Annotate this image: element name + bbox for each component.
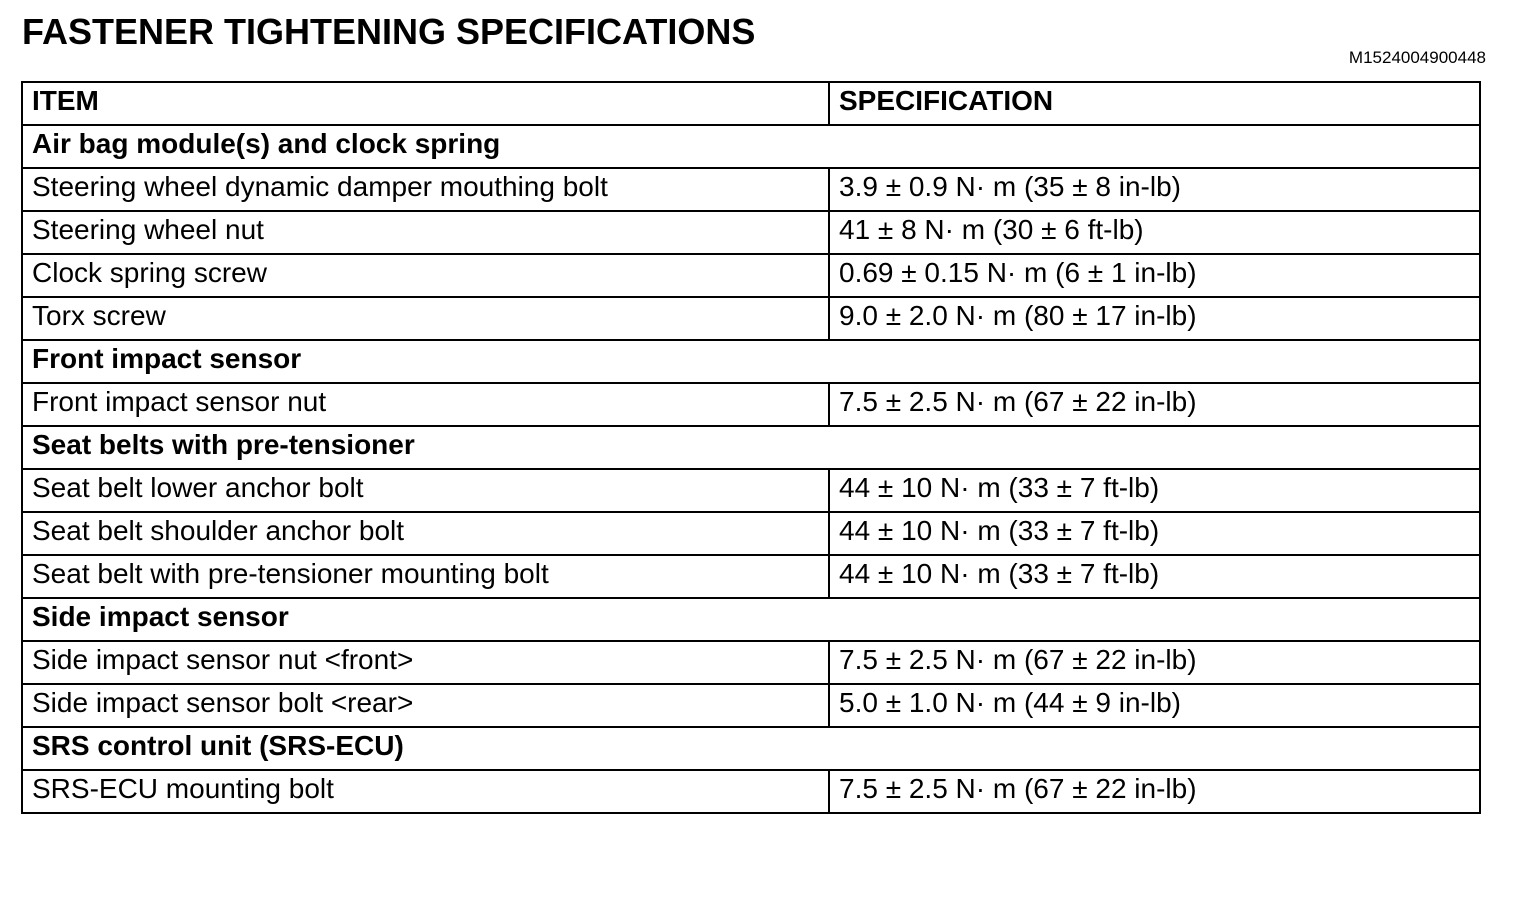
section-row <box>22 727 1480 770</box>
section-label: Side impact sensor <box>22 598 1480 641</box>
table-row <box>22 383 1480 426</box>
specification-cell: 0.69 ± 0.15 N· m (6 ± 1 in-lb) <box>829 254 1480 297</box>
specification-cell: 7.5 ± 2.5 N· m (67 ± 22 in-lb) <box>829 641 1480 684</box>
item-cell: Seat belt shoulder anchor bolt <box>22 512 829 555</box>
table-body <box>22 125 1480 813</box>
table-row <box>22 555 1480 598</box>
item-cell: Torx screw <box>22 297 829 340</box>
specification-cell: 44 ± 10 N· m (33 ± 7 ft-lb) <box>829 512 1480 555</box>
section-label: SRS control unit (SRS-ECU) <box>22 727 1480 770</box>
specification-cell: 7.5 ± 2.5 N· m (67 ± 22 in-lb) <box>829 770 1480 813</box>
column-header-specification: SPECIFICATION <box>829 82 1480 125</box>
table-row <box>22 641 1480 684</box>
specification-cell: 44 ± 10 N· m (33 ± 7 ft-lb) <box>829 469 1480 512</box>
table-row <box>22 469 1480 512</box>
section-label: Front impact sensor <box>22 340 1480 383</box>
specification-cell: 41 ± 8 N· m (30 ± 6 ft-lb) <box>829 211 1480 254</box>
item-cell: Steering wheel nut <box>22 211 829 254</box>
specification-cell: 9.0 ± 2.0 N· m (80 ± 17 in-lb) <box>829 297 1480 340</box>
item-cell: Side impact sensor nut <front> <box>22 641 829 684</box>
specification-cell: 3.9 ± 0.9 N· m (35 ± 8 in-lb) <box>829 168 1480 211</box>
item-cell: SRS-ECU mounting bolt <box>22 770 829 813</box>
table-header-row <box>22 82 1480 125</box>
section-label: Seat belts with pre-tensioner <box>22 426 1480 469</box>
column-header-item: ITEM <box>22 82 829 125</box>
page-title: FASTENER TIGHTENING SPECIFICATIONS <box>22 11 756 52</box>
item-cell: Side impact sensor bolt <rear> <box>22 684 829 727</box>
document-code: M1524004900448 <box>1348 48 1486 67</box>
item-cell: Front impact sensor nut <box>22 383 829 426</box>
table-row <box>22 770 1480 813</box>
item-cell: Steering wheel dynamic damper mouthing bolt <box>22 168 829 211</box>
specification-cell: 5.0 ± 1.0 N· m (44 ± 9 in-lb) <box>829 684 1480 727</box>
section-label: Air bag module(s) and clock spring <box>22 125 1480 168</box>
section-row <box>22 340 1480 383</box>
specification-cell: 44 ± 10 N· m (33 ± 7 ft-lb) <box>829 555 1480 598</box>
table-row <box>22 684 1480 727</box>
section-row <box>22 598 1480 641</box>
item-cell: Seat belt lower anchor bolt <box>22 469 829 512</box>
table-row <box>22 512 1480 555</box>
specification-cell: 7.5 ± 2.5 N· m (67 ± 22 in-lb) <box>829 383 1480 426</box>
table-row <box>22 211 1480 254</box>
section-row <box>22 125 1480 168</box>
table-row <box>22 254 1480 297</box>
item-cell: Seat belt with pre-tensioner mounting bolt <box>22 555 829 598</box>
item-cell: Clock spring screw <box>22 254 829 297</box>
table-row <box>22 168 1480 211</box>
table-row <box>22 297 1480 340</box>
section-row <box>22 426 1480 469</box>
specifications-table <box>21 81 1481 814</box>
